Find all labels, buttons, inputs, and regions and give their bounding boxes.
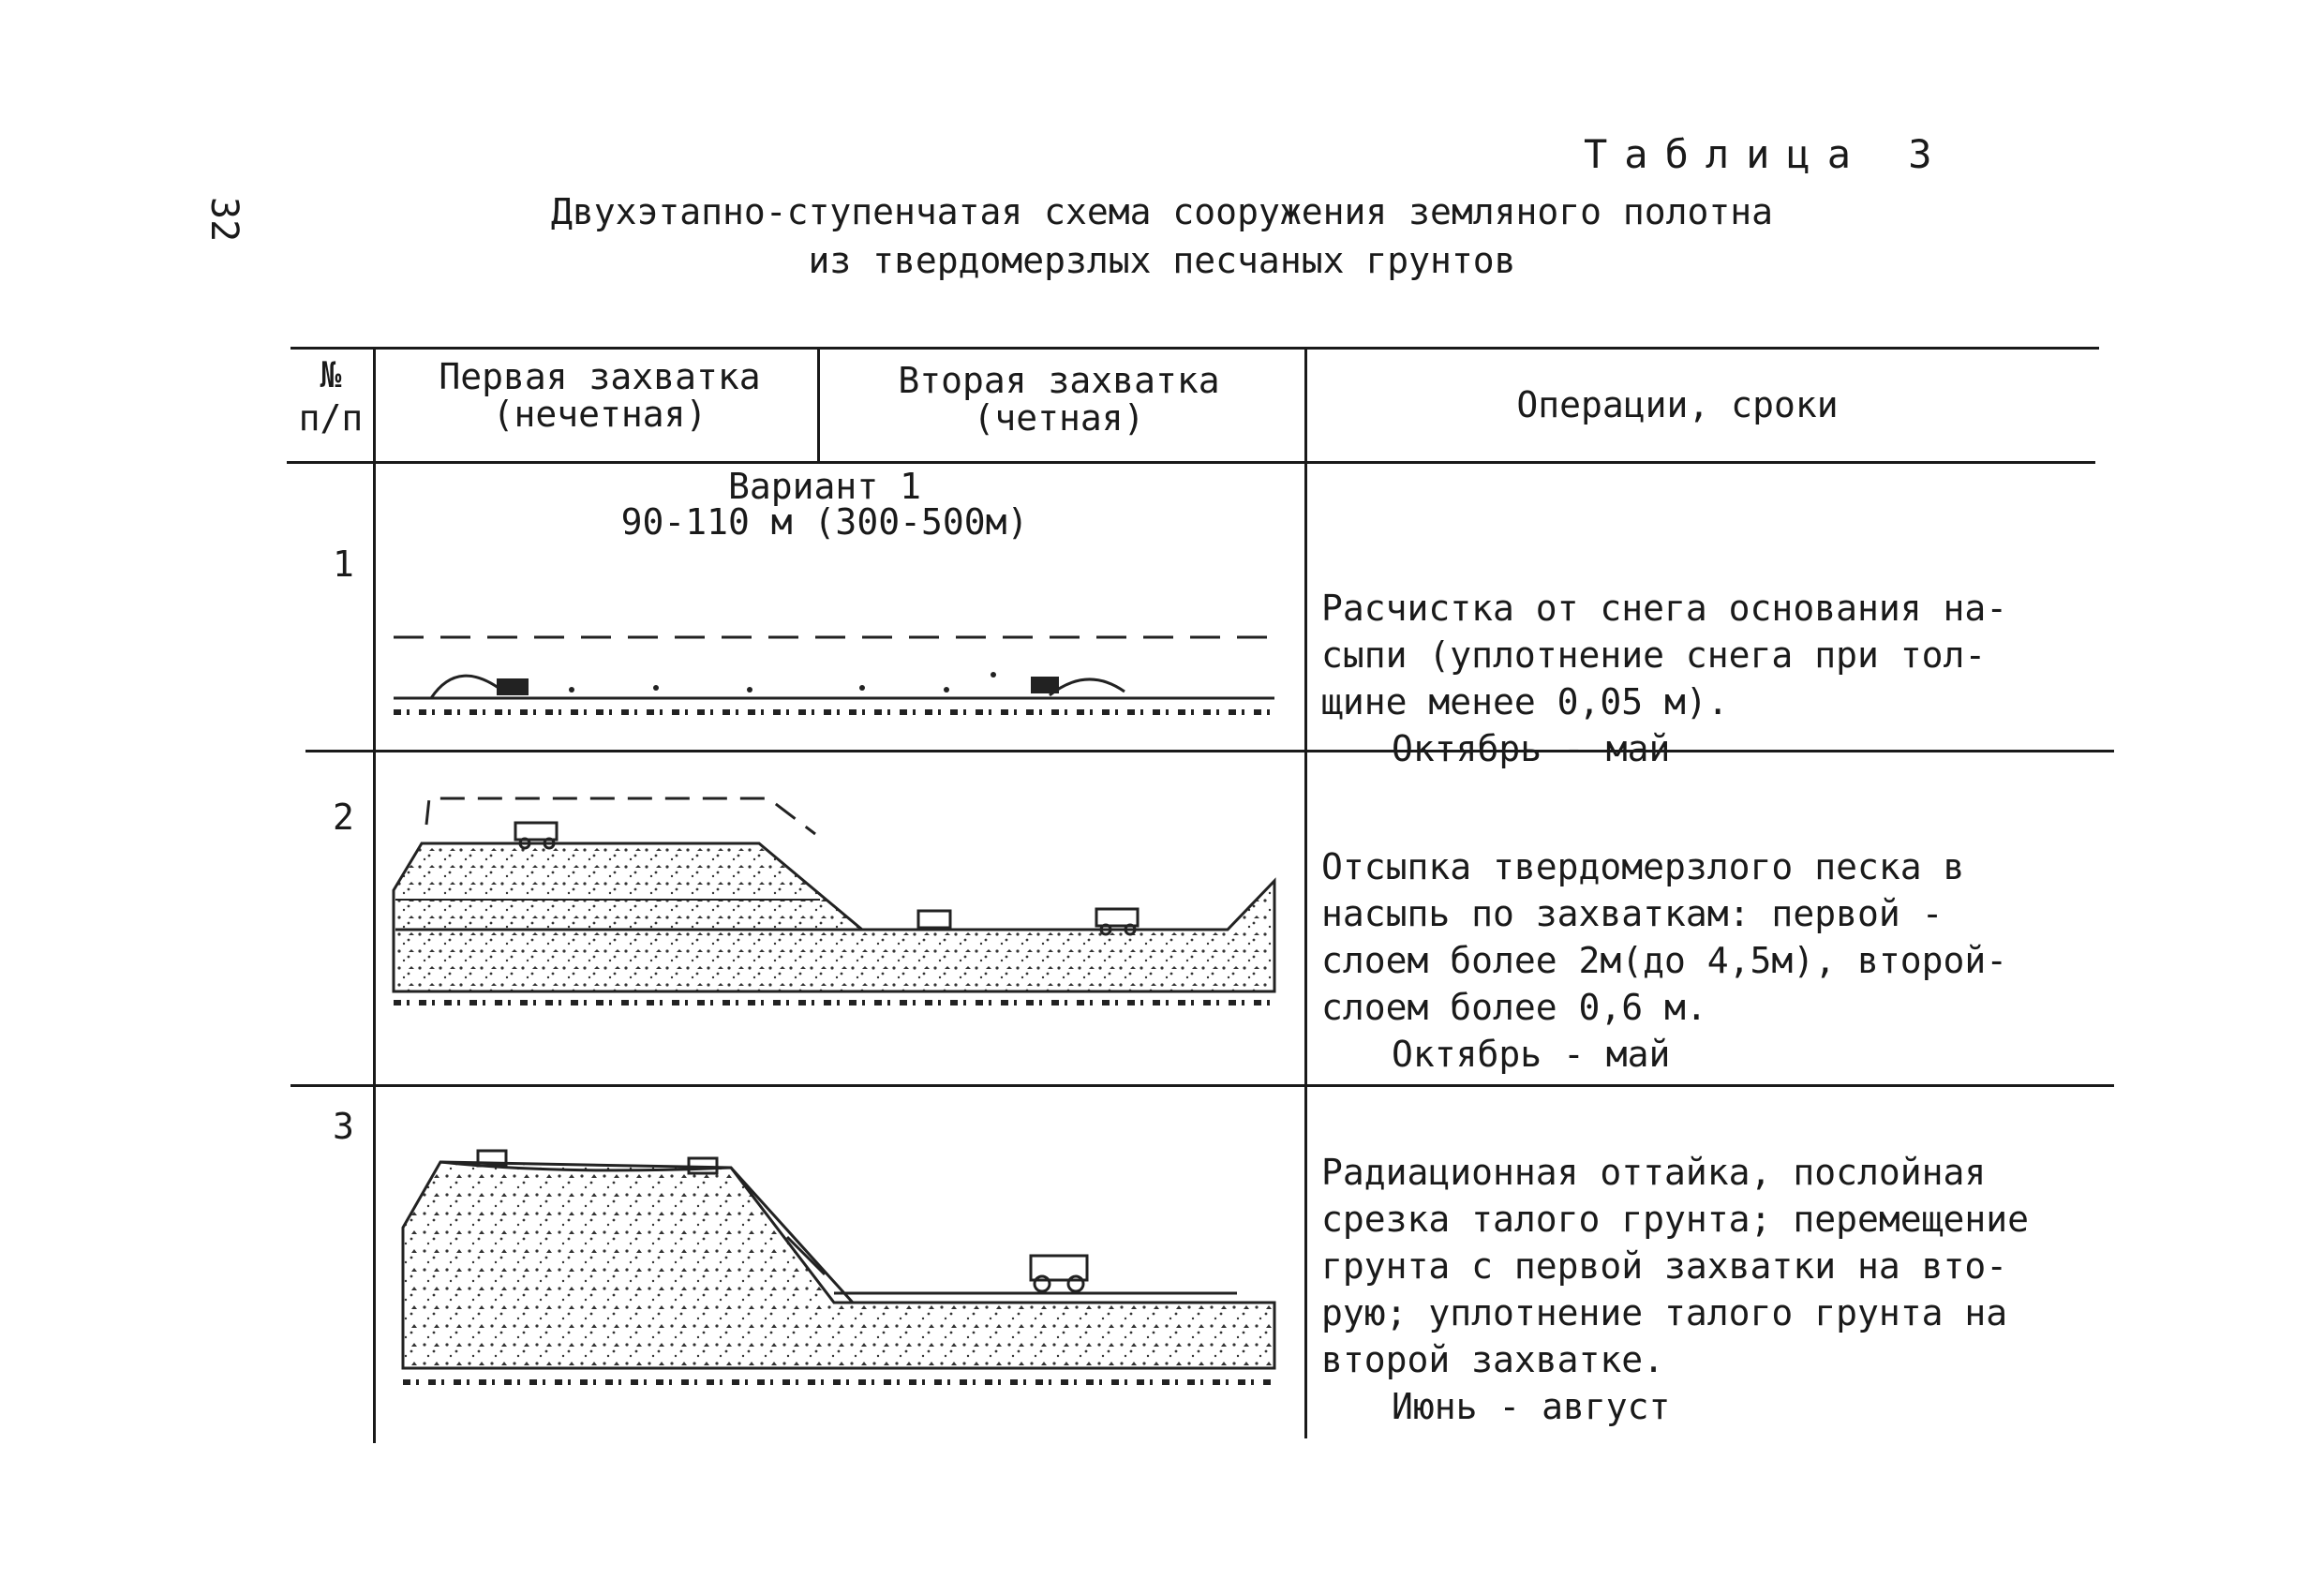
row-3-operations-text: Радиационная оттайка, послойная срезка талого грунта; перемещение грунта с первой захватки на вто- рую; уплотнение талого грунта на второй захватке.	[1321, 1152, 2029, 1380]
design-profile-dashed	[426, 798, 815, 834]
table-caption	[506, 187, 1818, 285]
row-2-number: 2	[333, 797, 354, 838]
snow-pile-right	[1050, 679, 1125, 695]
header-operations: Операции, сроки	[1516, 384, 1839, 425]
header-num-symbol: №	[320, 354, 342, 395]
row-1-operations-text: Расчистка от снега основания на- сыпи (уплотнение снега при тол- щине менее 0,05 м).	[1321, 588, 2008, 723]
header-bottom-rule	[287, 461, 2095, 464]
page-number: 32	[202, 197, 246, 243]
table-top-rule	[290, 347, 2099, 350]
header-second-pass	[825, 362, 1293, 437]
variant-range: 90-110 м (300-500м)	[620, 501, 1029, 543]
bulldozer-icon	[1031, 677, 1059, 693]
col-divider-2	[817, 347, 820, 461]
row-1-operations	[1321, 538, 2127, 819]
header-first-pass-title: Первая захватка	[439, 356, 761, 397]
roller-icon	[1031, 1256, 1087, 1291]
row-2-scheme	[375, 778, 1284, 1021]
bulldozer-icon	[918, 911, 950, 928]
table-label: Таблица 3	[1584, 131, 1949, 177]
row-3-operations	[1321, 1102, 2127, 1477]
row-1-term: Октябрь - май	[1392, 728, 1671, 769]
header-first-pass-sub: (нечетная)	[492, 394, 708, 435]
header-num-abbr: п/п	[298, 397, 364, 439]
caption-line-1: Двухэтапно-ступенчатая схема сооружения земляного полотна	[550, 191, 1774, 232]
row-1-number: 1	[333, 544, 354, 585]
row-2-operations	[1321, 797, 2127, 1125]
variant-title: Вариант 1	[728, 466, 921, 507]
header-second-pass-title: Вторая захватка	[898, 360, 1220, 401]
row-3-scheme	[375, 1134, 1284, 1406]
snow-marks	[569, 672, 996, 693]
row-2-operations-text: Отсыпка твердомерзлого песка в насыпь по захваткам: первой - слоем более 2м(до 4,5м), второй- слоем более 0,6 м.	[1321, 846, 2008, 1028]
embankment-after-thaw	[403, 1162, 1274, 1368]
row-3-term: Июнь - август	[1392, 1386, 1671, 1427]
snow-pile-left	[431, 676, 506, 698]
variant-label	[618, 466, 1031, 543]
embankment-first-pass	[394, 843, 1274, 991]
header-second-pass-sub: (четная)	[973, 397, 1145, 439]
caption-line-2: из твердомерзлых песчаных грунтов	[808, 240, 1516, 281]
col-divider-3	[1304, 347, 1307, 1438]
row-2-term: Октябрь - май	[1392, 1034, 1671, 1075]
row-3-number: 3	[333, 1106, 354, 1147]
row-1-scheme	[375, 609, 1284, 731]
header-first-pass	[384, 358, 815, 433]
header-num	[290, 356, 371, 437]
bulldozer-icon	[497, 678, 529, 695]
